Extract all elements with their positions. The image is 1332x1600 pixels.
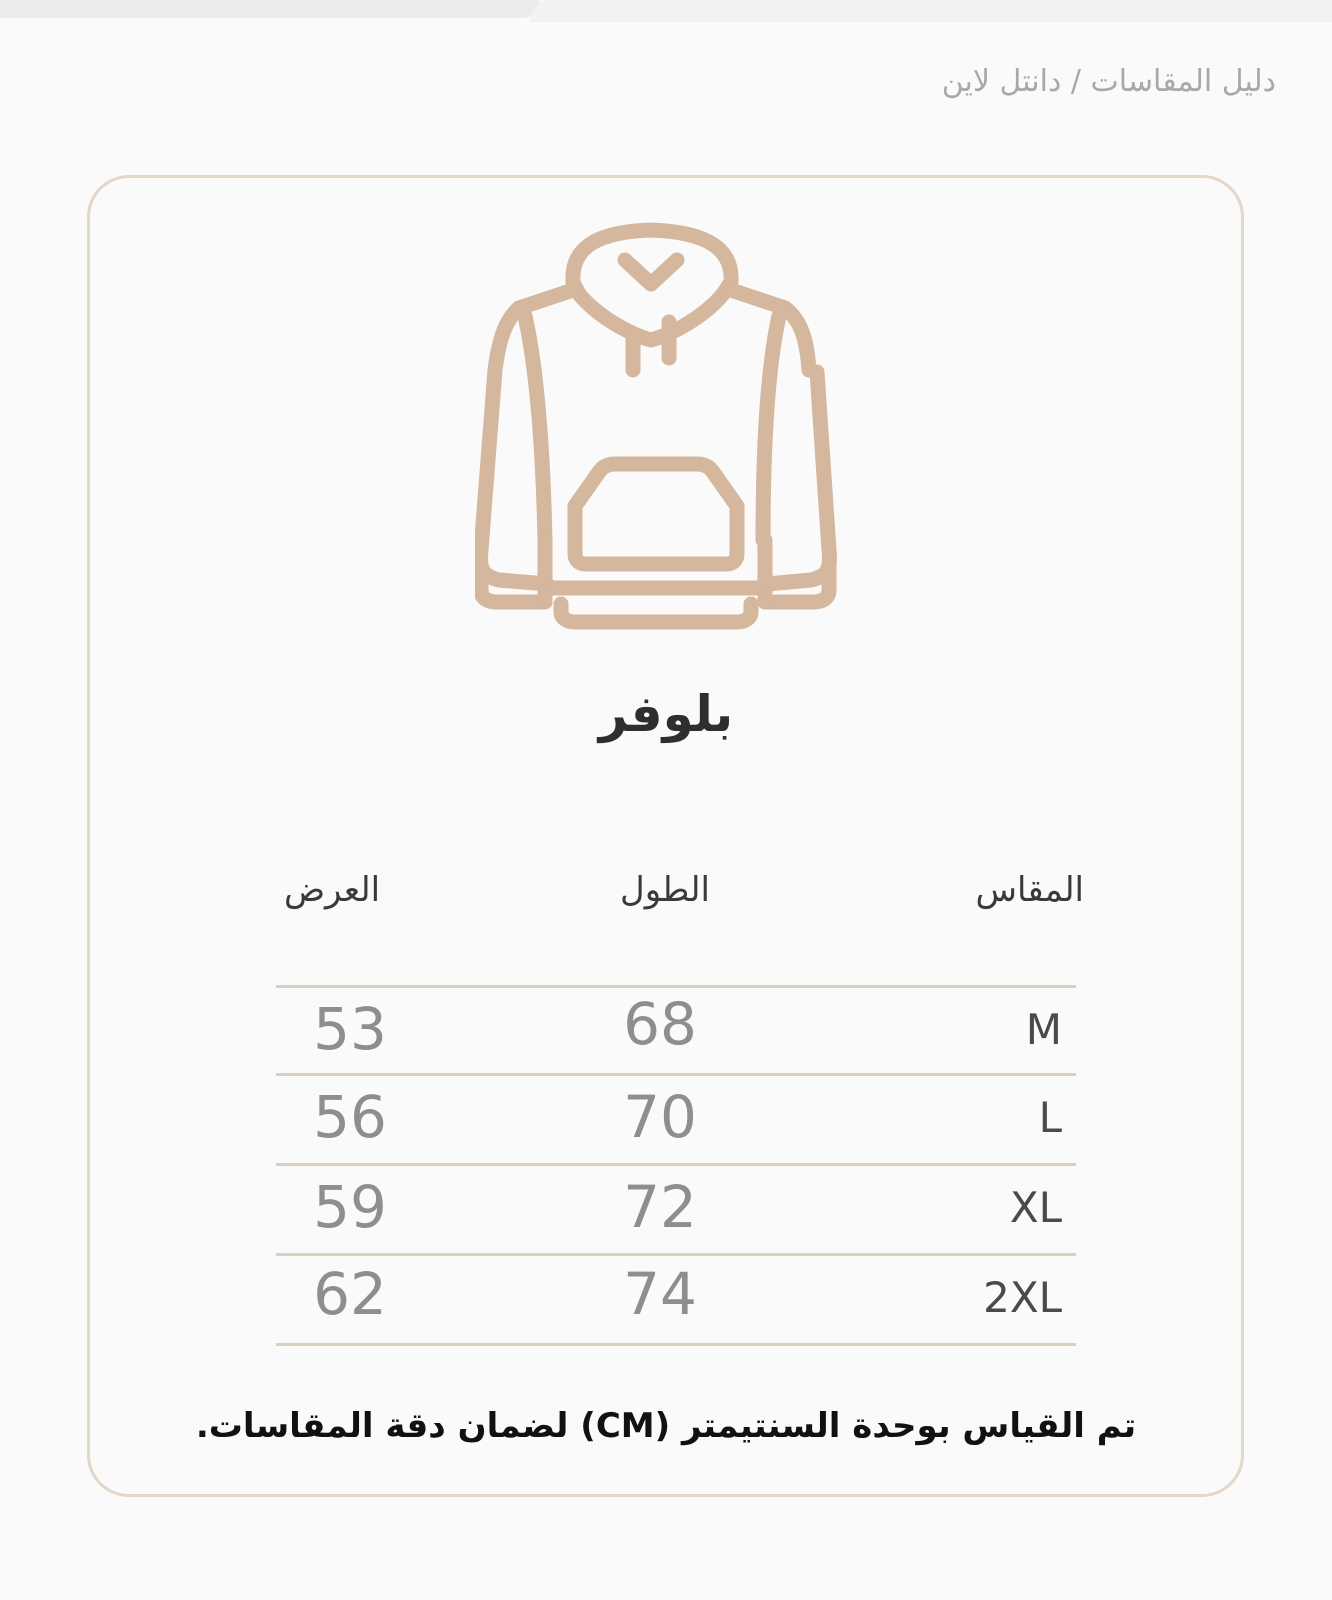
table-row-length: 72 xyxy=(623,1173,697,1241)
table-divider xyxy=(276,1073,1076,1076)
table-row-length: 70 xyxy=(623,1083,697,1151)
hoodie-icon xyxy=(475,220,855,640)
width-column-header: العرض xyxy=(283,870,381,910)
table-row-width: 53 xyxy=(313,995,387,1063)
table-divider xyxy=(276,1163,1076,1166)
breadcrumb: دليل المقاسات / دانتل لاين xyxy=(941,64,1276,99)
table-row-size: 2XL xyxy=(983,1273,1062,1322)
table-row-size: XL xyxy=(1009,1183,1062,1232)
table-row-width: 62 xyxy=(313,1260,387,1328)
table-row-size: L xyxy=(1038,1093,1062,1142)
table-row-length: 68 xyxy=(623,990,697,1058)
top-strip-right xyxy=(530,0,1332,22)
table-divider xyxy=(276,985,1076,988)
size-column-header: المقاس xyxy=(975,870,1084,910)
table-row-width: 56 xyxy=(313,1083,387,1151)
length-column-header: الطول xyxy=(620,870,710,910)
table-row-width: 59 xyxy=(313,1173,387,1241)
table-divider xyxy=(276,1343,1076,1346)
table-row-length: 74 xyxy=(623,1260,697,1328)
table-row-size: M xyxy=(1025,1005,1062,1054)
top-strip-left xyxy=(0,0,540,18)
product-title: بلوفر xyxy=(598,685,734,743)
table-divider xyxy=(276,1253,1076,1256)
measurement-note: تم القياس بوحدة السنتيمتر (CM) لضمان دقة المقاسات. xyxy=(195,1406,1137,1446)
